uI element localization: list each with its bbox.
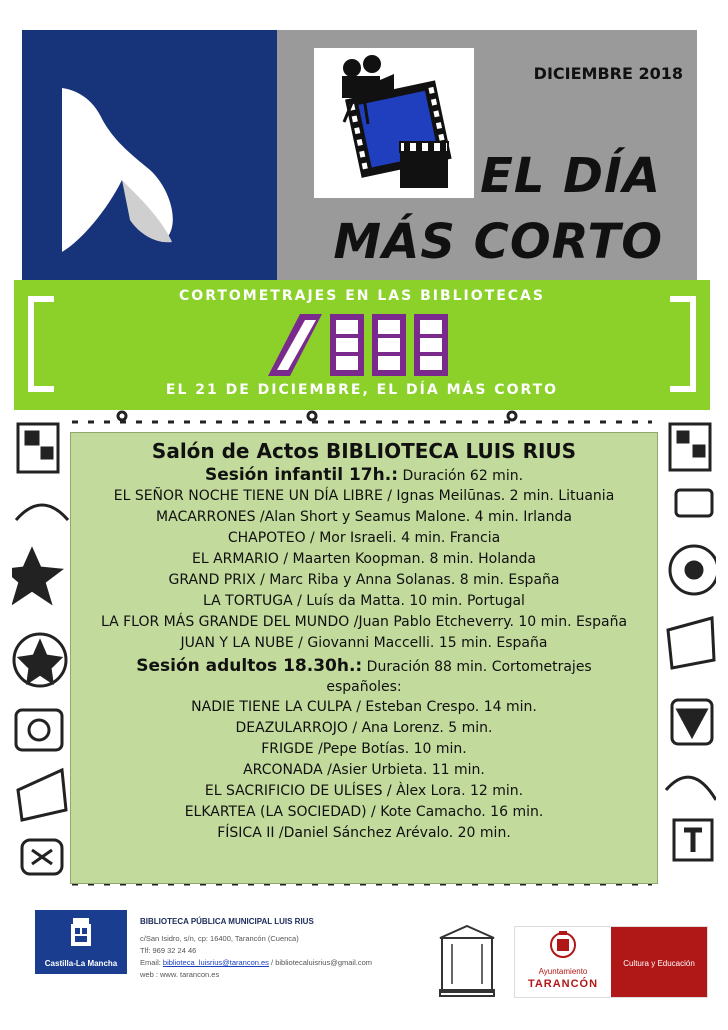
- library-name: BIBLIOTECA PÚBLICA MUNICIPAL LUIS RIUS: [140, 917, 314, 926]
- kids-session-label: Sesión infantil 17h.:: [204, 465, 398, 485]
- film-strip-icon: [260, 310, 470, 380]
- kids-film-list: [71, 486, 657, 654]
- list-item: EL SACRIFICIO DE ULÍSES / Àlex Lora. 12 min.: [204, 783, 524, 799]
- list-item: ELKARTEA (LA SOCIEDAD) / Kote Camacho. 16 min.: [184, 804, 544, 820]
- program-title: Salón de Actos BIBLIOTECA LUIS RIUS: [151, 439, 577, 463]
- banner-bottom-text: EL 21 DE DICIEMBRE, EL DÍA MÁS CORTO: [165, 382, 559, 398]
- ayuntamiento-department: Cultura y Educación: [623, 959, 695, 968]
- date-label: DICIEMBRE 2018: [533, 64, 683, 83]
- clm-logo-text: Castilla-La Mancha: [44, 959, 118, 968]
- library-phone: Tlf: 969 32 24 46: [140, 946, 197, 955]
- list-item: DEAZULARROJO / Ana Lorenz. 5 min.: [235, 720, 493, 736]
- adult-session-label: Sesión adultos 18.30h.:: [136, 656, 363, 676]
- list-item: ARCONADA /Asier Urbieta. 11 min.: [243, 762, 485, 778]
- library-email: [140, 958, 372, 967]
- kids-session-detail: Duración 62 min.: [398, 468, 524, 484]
- email-label: Email:: [140, 958, 163, 967]
- ayuntamiento-label: Ayuntamiento: [538, 967, 588, 976]
- list-item: NADIE TIENE LA CULPA / Esteban Crespo. 14 min.: [191, 699, 537, 715]
- ayuntamiento-city: TARANCÓN: [527, 978, 599, 990]
- library-logo-b: [22, 30, 277, 282]
- ayuntamiento-left-panel: [515, 927, 611, 997]
- ayuntamiento-logo: [514, 926, 708, 998]
- email-secondary: / bibliotecaluisrius@gmail.com: [268, 958, 373, 967]
- list-item: CHAPOTEO / Mor Israeli. 4 min. Francia: [227, 530, 501, 546]
- program-box: [70, 432, 658, 884]
- adult-session-detail: Duración 88 min. Cortometrajes españoles:: [326, 659, 592, 695]
- film-illustration: [314, 48, 474, 198]
- poster-header: [22, 30, 697, 282]
- list-item: EL ARMARIO / Maarten Koopman. 8 min. Holanda: [191, 551, 537, 567]
- adult-session-header: [71, 656, 657, 697]
- coat-of-arms-icon: [35, 910, 127, 956]
- poster-title-line2: MÁS CORTO: [333, 214, 663, 270]
- email-link[interactable]: biblioteca_luisrius@tarancon.es: [162, 958, 269, 967]
- film-camera-icon: [314, 48, 474, 198]
- library-web: web : www. tarancon.es: [140, 970, 220, 979]
- coat-of-arms-icon: [515, 927, 611, 967]
- list-item: LA FLOR MÁS GRANDE DEL MUNDO /Juan Pablo Etcheverry. 10 min. España: [100, 614, 628, 630]
- cortometrajes-banner: [14, 280, 710, 410]
- list-item: FRIGDE /Pepe Botías. 10 min.: [261, 741, 467, 757]
- adult-film-list: [71, 697, 657, 844]
- list-item: JUAN Y LA NUBE / Giovanni Maccelli. 15 min. España: [180, 635, 548, 651]
- library-stamp-icon: [438, 924, 496, 998]
- kids-session-header: [71, 465, 657, 486]
- bracket-left: [28, 296, 54, 392]
- banner-top-text: CORTOMETRAJES EN LAS BIBLIOTECAS: [179, 288, 545, 304]
- list-item: LA TORTUGA / Luís da Matta. 10 min. Portugal: [203, 593, 525, 609]
- bracket-right: [670, 296, 696, 392]
- castilla-la-mancha-logo: [35, 910, 127, 974]
- poster-title-line1: EL DÍA: [480, 148, 661, 204]
- clapperboard-icon: [400, 142, 448, 188]
- library-address: c/San Isidro, s/n, cp: 16400, Tarancón (Cuenca): [140, 934, 299, 943]
- list-item: FÍSICA II /Daniel Sánchez Arévalo. 20 min.: [217, 825, 511, 841]
- list-item: GRAND PRIX / Marc Riba y Anna Solanas. 8 min. España: [168, 572, 560, 588]
- list-item: MACARRONES /Alan Short y Seamus Malone. 4 min. Irlanda: [156, 509, 572, 525]
- ayuntamiento-right-panel: [611, 927, 707, 997]
- list-item: EL SEÑOR NOCHE TIENE UN DÍA LIBRE / Ignas Meilūnas. 2 min. Lituania: [113, 488, 615, 504]
